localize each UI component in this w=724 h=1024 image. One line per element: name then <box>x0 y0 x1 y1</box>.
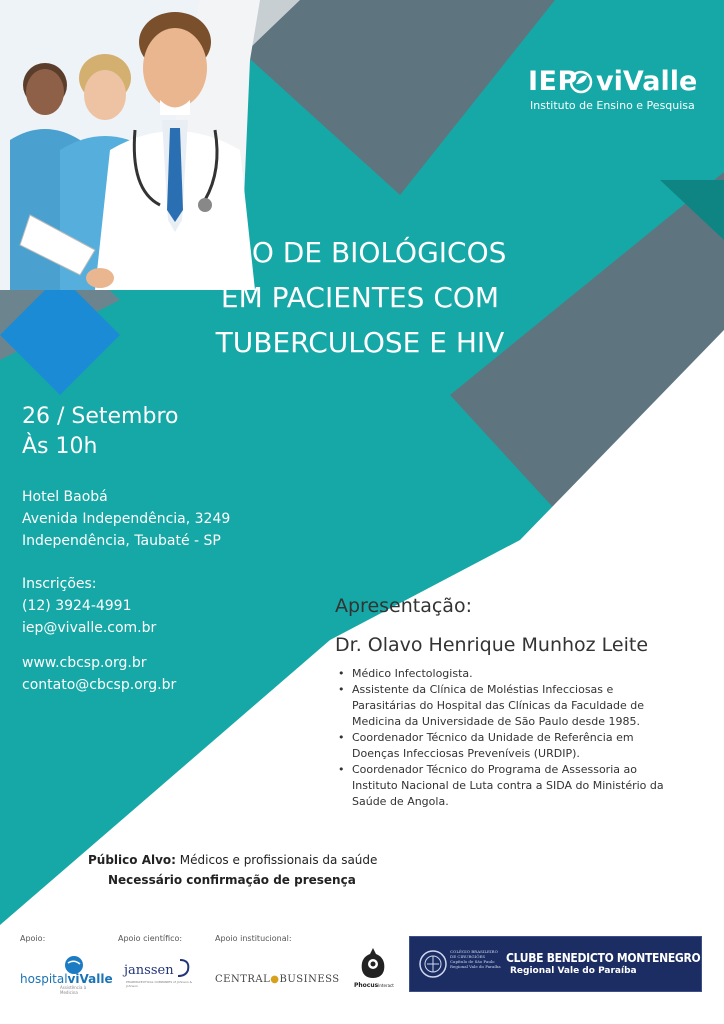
credential-line: • Coordenador Técnico da Unidade de Referência em <box>352 731 634 744</box>
registration-label: Inscrições: <box>22 576 97 592</box>
contact-email[interactable]: contato@cbcsp.org.br <box>22 677 177 693</box>
hospital-vivalle-logo <box>20 955 113 995</box>
hospital-subtitle: Assistência à Medicina <box>60 985 87 995</box>
venue-address: Avenida Independência, 3249 <box>22 511 231 527</box>
logo-name-right: viValle <box>596 66 698 97</box>
credential-line: Saúde de Angola. <box>352 795 449 808</box>
audience-label: Público Alvo: <box>88 853 176 867</box>
central-business-logo <box>215 974 340 985</box>
audience-text: Médicos e profissionais da saúde <box>179 853 378 867</box>
logo-subtitle: Instituto de Ensino e Pesquisa <box>530 99 695 112</box>
title-line: EM PACIENTES COM <box>220 281 500 314</box>
scientific-support-label: Apoio científico: <box>118 934 183 943</box>
ccb-seal-icon <box>418 947 448 981</box>
phocus-mascot-icon <box>358 946 388 980</box>
hospital-word: hospital <box>20 972 68 986</box>
central-dot-icon: ● <box>270 974 280 985</box>
credential-item <box>336 730 706 762</box>
credential-line: Doenças Infecciosas Preveníveis (URDIP). <box>352 747 580 760</box>
title-line: USO DE BIOLÓGICOS <box>213 236 507 269</box>
event-date: 26 / Setembro <box>22 404 179 429</box>
ccb-line: Capítulo de São Paulo <box>450 959 495 964</box>
credential-line: • Médico Infectologista. <box>352 667 473 680</box>
credential-line: Medicina da Universidade de São Paulo desde 1985. <box>352 715 641 728</box>
credential-line: • Assistente da Clínica de Moléstias Infecciosas e <box>352 683 614 696</box>
title-line: TUBERCULOSE E HIV <box>215 326 505 359</box>
venue-block <box>22 486 230 552</box>
event-title <box>150 230 570 365</box>
speaker-credentials <box>336 666 706 810</box>
clube-benedicto-montenegro-logo <box>409 936 702 992</box>
phocus-interact-logo <box>352 946 396 992</box>
credential-item <box>336 666 706 682</box>
janssen-word: janssen <box>124 963 174 978</box>
iep-vivalle-logo <box>528 66 708 116</box>
ccb-line: Regional Vale do Paraíba <box>450 964 501 969</box>
credential-line: Parasitárias do Hospital das Clínicas da Faculdade de <box>352 699 644 712</box>
leaf-icon <box>569 70 593 94</box>
credential-line: Instituto Nacional de Luta contra a SIDA do Ministério da <box>352 779 664 792</box>
confirmation-note: Necessário confirmação de presença <box>108 873 356 887</box>
credential-line: • Coordenador Técnico do Programa de Assessoria ao <box>352 763 637 776</box>
credential-item <box>336 762 706 810</box>
janssen-logo <box>124 958 196 992</box>
ccb-text <box>450 949 501 969</box>
ccb-line: DE CIRURGIÕES <box>450 954 486 959</box>
clube-name: CLUBE BENEDICTO MONTENEGRO <box>506 951 701 965</box>
institutional-support-label: Apoio institucional: <box>215 934 292 943</box>
venue-city: Independência, Taubaté - SP <box>22 533 221 549</box>
website-link[interactable]: www.cbcsp.org.br <box>22 655 147 671</box>
registration-email[interactable]: iep@vivalle.com.br <box>22 620 157 636</box>
phocus-word: Phocus <box>354 982 379 989</box>
target-audience <box>88 850 377 870</box>
clube-region: Regional Vale do Paraíba <box>510 966 637 976</box>
vivalle-word: viValle <box>67 972 113 986</box>
credential-item <box>336 682 706 730</box>
web-block <box>22 652 176 696</box>
registration-block <box>22 573 156 639</box>
event-time: Às 10h <box>22 434 98 459</box>
phocus-text <box>354 982 394 989</box>
janssen-subtitle: PHARMACEUTICAL COMPANIES of Johnson & Johnson <box>126 980 193 988</box>
ccb-line: COLÉGIO BRASILEIRO <box>450 949 498 954</box>
registration-phone: (12) 3924-4991 <box>22 598 132 614</box>
janssen-swoosh-icon <box>176 958 194 978</box>
support-label: Apoio: <box>20 934 46 943</box>
interact-word: Interact <box>378 983 394 988</box>
speaker-name: Dr. Olavo Henrique Munhoz Leite <box>335 634 649 656</box>
venue-name: Hotel Baobá <box>22 489 108 505</box>
hospital-logo-text <box>20 972 113 986</box>
event-datetime <box>22 402 178 462</box>
logo-name-left: IEP <box>528 66 578 97</box>
central-word: CENTRAL <box>215 974 271 985</box>
presentation-label: Apresentação: <box>335 595 472 617</box>
business-word: BUSINESS <box>279 974 340 985</box>
